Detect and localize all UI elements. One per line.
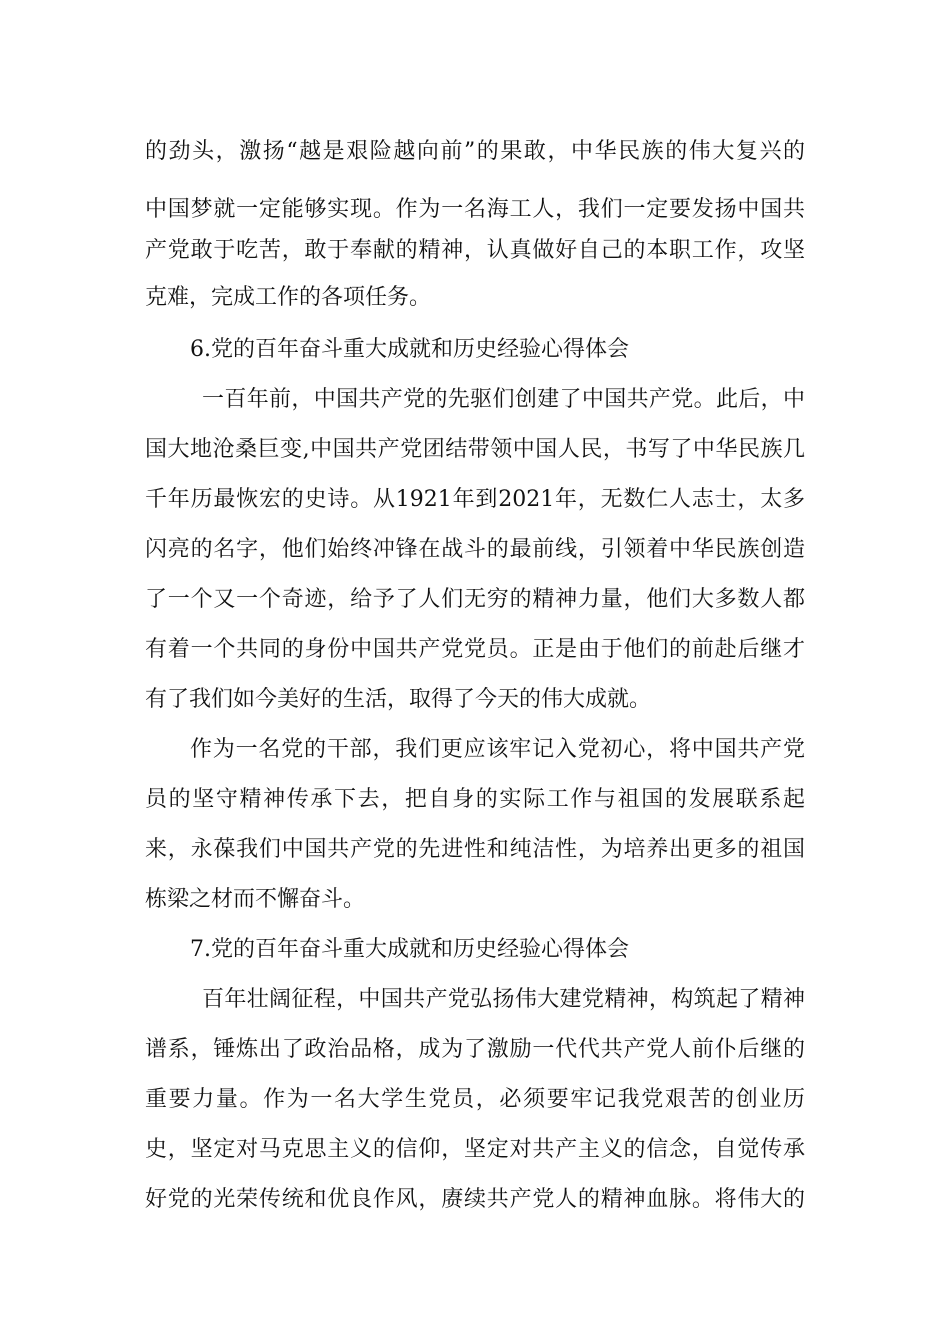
paragraph-line: 千年历最恢宏的史诗。从1921年到2021年，无数仁人志士，太多 bbox=[145, 487, 805, 512]
paragraph-line: 克难，完成工作的各项任务。 bbox=[145, 285, 432, 310]
paragraph-line: 有着一个共同的身份中国共产党党员。正是由于他们的前赴后继才 bbox=[145, 637, 805, 662]
paragraph-line: 闪亮的名字，他们始终冲锋在战斗的最前线，引领着中华民族创造 bbox=[145, 537, 805, 562]
section-heading-7: 7.党的百年奋斗重大成就和历史经验心得体会 bbox=[190, 937, 629, 962]
section-heading-6: 6.党的百年奋斗重大成就和历史经验心得体会 bbox=[190, 337, 629, 362]
paragraph-line: 中国梦就一定能够实现。作为一名海工人，我们一定要发扬中国共 bbox=[145, 197, 805, 222]
paragraph-line: 员的坚守精神传承下去，把自身的实际工作与祖国的发展联系起 bbox=[145, 787, 805, 812]
paragraph-line: 了一个又一个奇迹，给予了人们无穷的精神力量，他们大多数人都 bbox=[145, 587, 805, 612]
paragraph-line: 国大地沧桑巨变,中国共产党团结带领中国人民，书写了中华民族几 bbox=[145, 437, 805, 462]
paragraph-line: 史，坚定对马克思主义的信仰，坚定对共产主义的信念，自觉传承 bbox=[145, 1137, 805, 1162]
paragraph-line: 百年壮阔征程，中国共产党弘扬伟大建党精神，构筑起了精神 bbox=[202, 987, 805, 1012]
paragraph-line: 有了我们如今美好的生活，取得了今天的伟大成就。 bbox=[145, 687, 652, 712]
paragraph-line: 作为一名党的干部，我们更应该牢记入党初心，将中国共产党 bbox=[190, 737, 805, 762]
paragraph-line: 产党敢于吃苦，敢于奉献的精神，认真做好自己的本职工作，攻坚 bbox=[145, 238, 805, 263]
paragraph-line: 谱系，锤炼出了政治品格，成为了激励一代代共产党人前仆后继的 bbox=[145, 1037, 805, 1062]
paragraph-line: 来，永葆我们中国共产党的先进性和纯洁性，为培养出更多的祖国 bbox=[145, 837, 805, 862]
paragraph-line: 重要力量。作为一名大学生党员，必须要牢记我党艰苦的创业历 bbox=[145, 1087, 805, 1112]
paragraph-line: 栋梁之材而不懈奋斗。 bbox=[145, 887, 366, 912]
paragraph-line: 一百年前，中国共产党的先驱们创建了中国共产党。此后，中 bbox=[202, 387, 805, 412]
paragraph-line: 好党的光荣传统和优良作风，赓续共产党人的精神血脉。将伟大的 bbox=[145, 1187, 805, 1212]
paragraph-line: 的劲头，激扬“越是艰险越向前”的果敢，中华民族的伟大复兴的 bbox=[145, 139, 805, 164]
